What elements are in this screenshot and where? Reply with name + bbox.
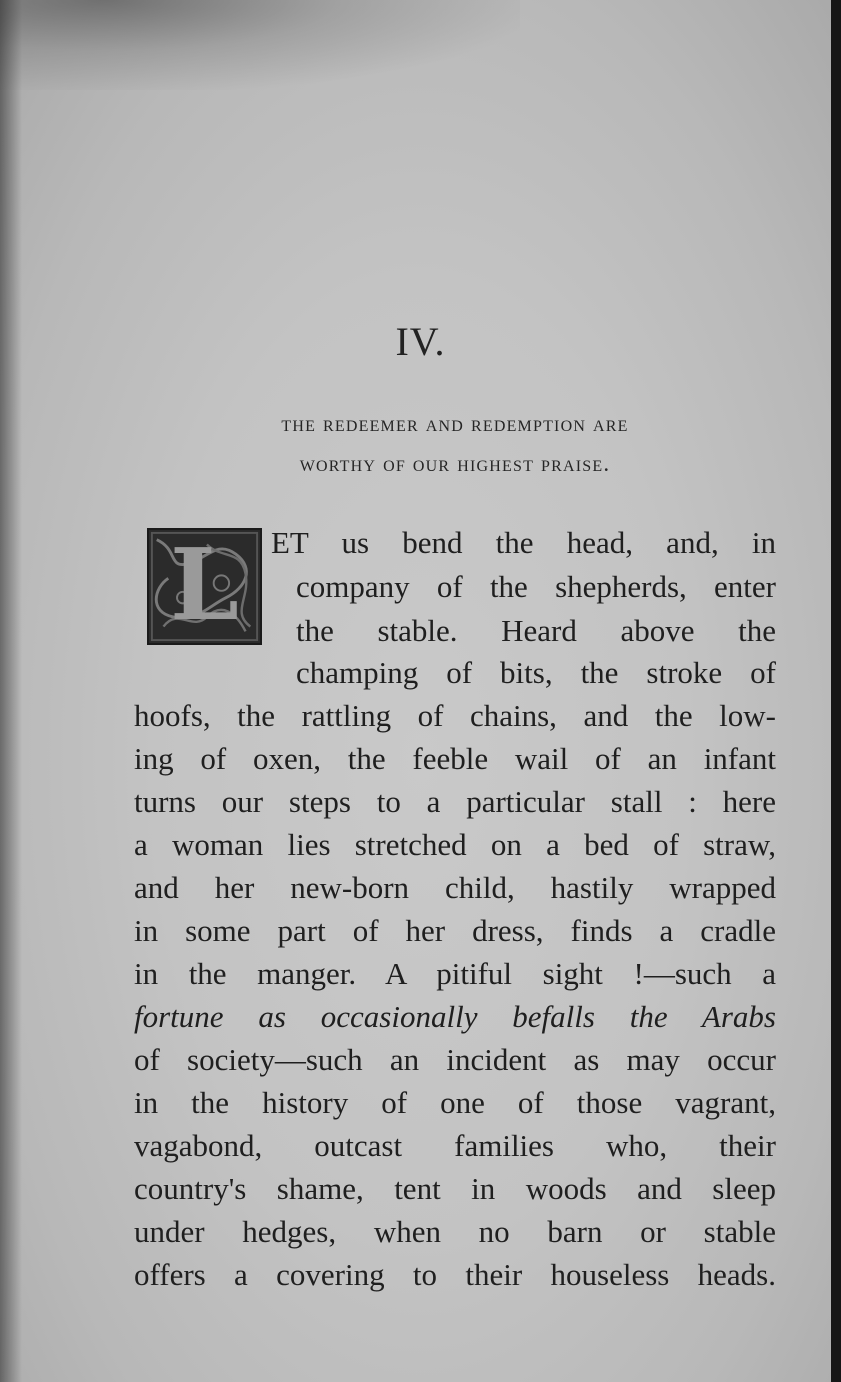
text-line: turns our steps to a particular stall : here xyxy=(134,784,776,819)
chapter-title xyxy=(130,404,780,484)
page-shadow-left xyxy=(0,0,22,1382)
text-line: in the manger. A pitiful sight !—such a xyxy=(134,956,776,991)
text-line: country's shame, tent in woods and sleep xyxy=(134,1171,776,1206)
text-line: under hedges, when no barn or stable xyxy=(134,1214,776,1249)
text-line: company of the shepherds, enter xyxy=(296,569,776,604)
text-line: hoofs, the rattling of chains, and the low- xyxy=(134,698,776,733)
text-line: a woman lies stretched on a bed of straw, xyxy=(134,827,776,862)
text-line: and her new-born child, hastily wrapped xyxy=(134,870,776,905)
chapter-title-line: worthy of our highest praise. xyxy=(299,451,611,476)
ornamental-drop-cap xyxy=(147,528,262,645)
page-edge xyxy=(831,0,841,1382)
text-line: ing of oxen, the feeble wail of an infant xyxy=(134,741,776,776)
text-line: the stable. Heard above the xyxy=(296,613,776,648)
text-line: offers a covering to their houseless heads. xyxy=(134,1257,776,1292)
text-line: in some part of her dress, finds a cradle xyxy=(134,913,776,948)
text-line: champing of bits, the stroke of xyxy=(296,655,776,690)
text-line: vagabond, outcast families who, their xyxy=(134,1128,776,1163)
text-line: ET us bend the head, and, in xyxy=(271,525,776,560)
text-line: fortune as occasionally befalls the Arabs xyxy=(134,999,776,1034)
text-line: of society—such an incident as may occur xyxy=(134,1042,776,1077)
chapter-number: IV. xyxy=(395,319,446,364)
page-shadow-top xyxy=(0,0,520,90)
text-line: in the history of one of those vagrant, xyxy=(134,1085,776,1120)
drop-cap-letter: L xyxy=(170,528,239,643)
chapter-title-line: the redeemer and redemption are xyxy=(281,411,629,436)
